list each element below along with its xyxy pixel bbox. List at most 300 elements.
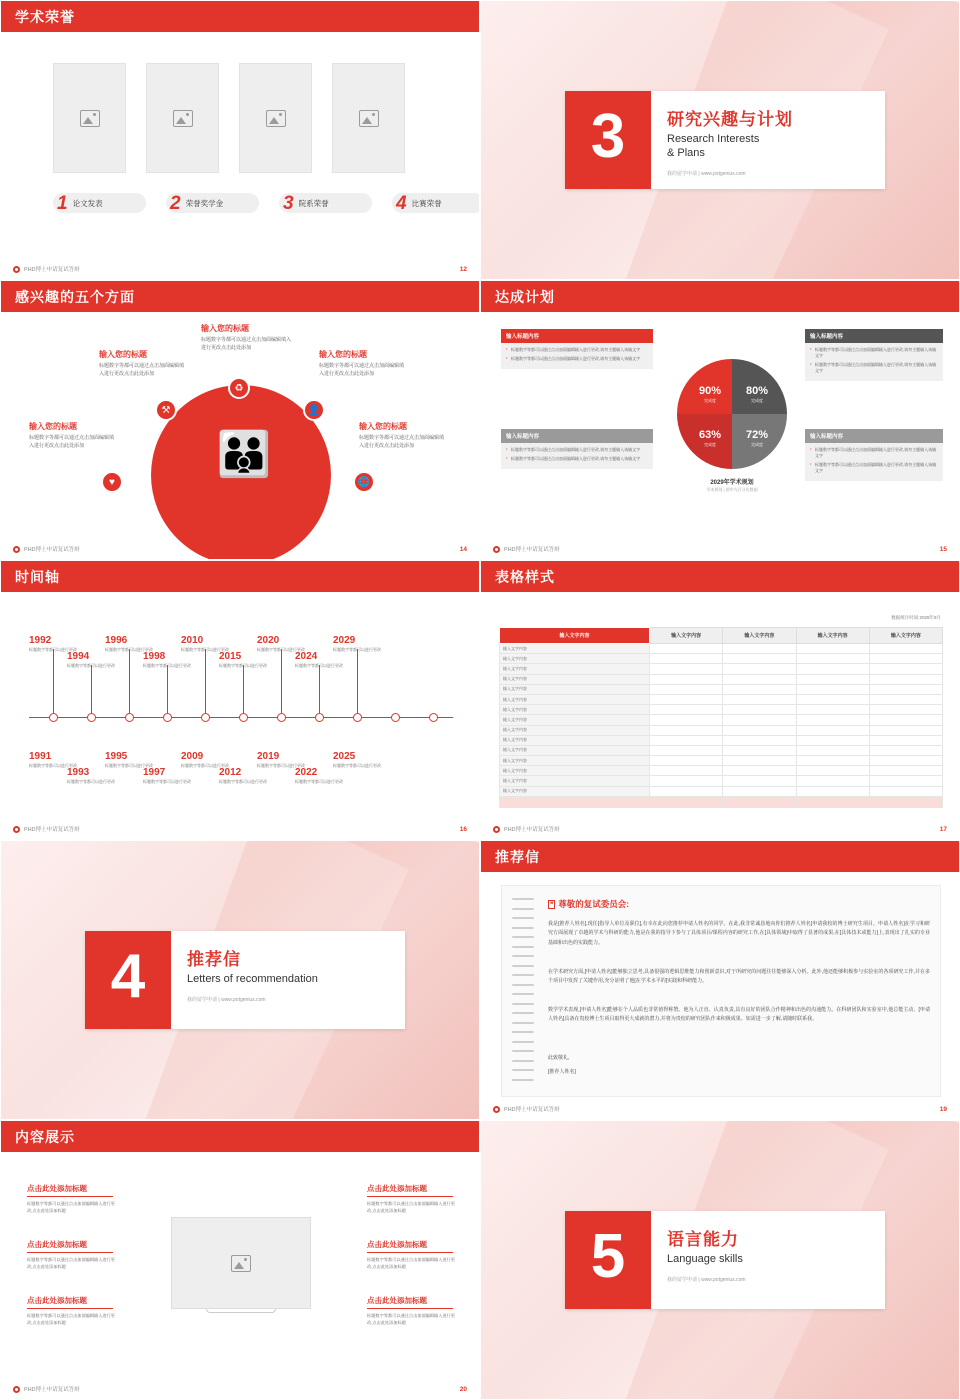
table-col-header: 输入文字内容 [796, 628, 869, 644]
content-block-body: 标题数字等都可以通过点击加面编辑输入进行更改,点击此处添加标题 [27, 1201, 115, 1214]
logo-icon [493, 826, 500, 833]
table-cell [796, 725, 869, 735]
table-cell [796, 644, 869, 654]
table-col-header: 输入文字内容 [869, 628, 942, 644]
table-cell: 输入文字内容 [500, 745, 650, 755]
table-cell [650, 745, 723, 755]
pie-title: 2029年学术规划 [710, 480, 754, 486]
table-cell: 输入文字内容 [500, 735, 650, 745]
slide-header [1, 1, 479, 32]
honor-number: 3 [283, 192, 294, 214]
slide-title: 感兴趣的五个方面 [15, 288, 135, 305]
timeline-year: 2022 [295, 767, 318, 778]
plan-box-line: • 标题数字等都可以通过点击加面编辑输入进行更改,请勿主题输入该输文字 [506, 456, 648, 462]
timeline-node[interactable] [315, 713, 324, 722]
slide-table-style [480, 560, 960, 840]
table-cell [723, 705, 796, 715]
section-text [651, 1211, 746, 1309]
honor-label: 论文发表 [72, 198, 103, 208]
section-title-cn: 语言能力 [667, 1230, 739, 1249]
table-row[interactable] [500, 654, 943, 664]
slide-title: 时间轴 [15, 568, 60, 585]
section-title-cn: 研究兴趣与计划 [667, 110, 793, 129]
table-cell [869, 796, 942, 807]
slide-header [481, 841, 959, 872]
table-cell [869, 776, 942, 786]
honor-number: 1 [57, 192, 68, 214]
pie-caption: 完成度 [751, 398, 763, 403]
table-cell [869, 756, 942, 766]
plan-box-body [805, 443, 943, 481]
table-cell: 输入文字内容 [500, 776, 650, 786]
timeline-node[interactable] [49, 713, 58, 722]
footer-text: PHD博士申请复试答辩 [24, 267, 80, 273]
table-cell: 输入文字内容 [500, 786, 650, 796]
timeline-year: 2025 [333, 751, 356, 762]
table-cell: 输入文字内容 [500, 715, 650, 725]
timeline-node[interactable] [429, 713, 438, 722]
pie-label [690, 385, 730, 404]
table-cell [650, 725, 723, 735]
table-cell [796, 796, 869, 807]
timeline-year: 2010 [181, 635, 204, 646]
letter-paragraph: 我是[推荐人姓名],现任[指导人单位及职位],有幸在此向您推荐申请人姓名的同学。在此,我非常诚恳地向你们推荐人姓名]申请我校的博士研究生项目。申请人姓名]在学习和研究方面展现了卓越的学术与科研的能力,他是在我的指导下参与了具体项目/课程内容的研究工作,在[具体领域]中取得了显著的成果,在[具体技术或能力]上,表现出了扎实的专业基础和出色的实践能力。 [548, 921, 930, 946]
timeline-desc: 标题数字等都可以进行更改 [295, 779, 343, 784]
table-cell [650, 664, 723, 674]
table-row[interactable] [500, 766, 943, 776]
photo-placeholder[interactable] [332, 63, 405, 173]
timeline-year: 1991 [29, 751, 52, 762]
table-row[interactable] [500, 644, 943, 654]
table-cell [869, 745, 942, 755]
timeline-node[interactable] [239, 713, 248, 722]
slide-recommendation-letter [480, 840, 960, 1120]
timeline-year: 2019 [257, 751, 280, 762]
section-title-en [187, 973, 318, 987]
timeline-node[interactable] [125, 713, 134, 722]
content-block-body: 标题数字等都可以通过点击加面编辑输入进行更改,点击此处添加标题 [367, 1313, 455, 1326]
table-header-row [500, 628, 943, 644]
table-cell [796, 664, 869, 674]
timeline-desc: 标题数字等都可以进行更改 [181, 647, 229, 652]
table-cell: 输入文字内容 [500, 766, 650, 776]
timeline-year: 1994 [67, 651, 90, 662]
table-cell [869, 664, 942, 674]
plan-box-body [501, 443, 653, 469]
table-row[interactable] [500, 705, 943, 715]
tools-icon[interactable]: ⚒ [155, 399, 177, 421]
table-cell [650, 735, 723, 745]
timeline-node[interactable] [391, 713, 400, 722]
plan-box-title: 输入标题内容 [805, 429, 943, 443]
recycle-icon[interactable]: ♻ [228, 377, 250, 399]
section-card [565, 1211, 885, 1309]
content-block-title: 点击此处添加标题 [367, 1183, 453, 1197]
logo-icon [13, 266, 20, 273]
plan-box [501, 429, 653, 469]
table-cell [723, 776, 796, 786]
table-cell: 输入文字内容 [500, 756, 650, 766]
table-cell: 输入文字内容 [500, 674, 650, 684]
table-cell [723, 766, 796, 776]
table-row[interactable] [500, 715, 943, 725]
section-subtitle: 我的留学申请 | www.potgenius.com [187, 996, 266, 1003]
slide-title: 推荐信 [495, 848, 540, 865]
honor-item[interactable] [166, 193, 259, 213]
timeline-year: 1998 [143, 651, 166, 662]
timeline-desc: 标题数字等都可以进行更改 [143, 779, 191, 784]
table-cell: 输入文字内容 [500, 705, 650, 715]
heart-icon[interactable]: ♥ [101, 471, 123, 493]
slide-header [481, 281, 959, 312]
table-row[interactable] [500, 796, 943, 807]
timeline-year: 1992 [29, 635, 52, 646]
table-row[interactable] [500, 735, 943, 745]
table-cell [796, 756, 869, 766]
slide-header [1, 561, 479, 592]
content-block [367, 1295, 455, 1326]
plan-box-body [805, 343, 943, 381]
letter-signature: [推荐人姓名] [548, 1069, 576, 1075]
plan-box [805, 329, 943, 381]
pie-caption: 完成度 [704, 398, 716, 403]
user-icon[interactable]: 👤 [303, 399, 325, 421]
slide-achievement-plan [480, 280, 960, 560]
pie-chart [677, 359, 787, 469]
table-cell [869, 786, 942, 796]
section-text [651, 91, 793, 189]
table-cell [650, 694, 723, 704]
timeline-desc: 标题数字等都可以进行更改 [67, 663, 115, 668]
table-cell: 输入文字内容 [500, 684, 650, 694]
timeline-desc: 标题数字等都可以进行更改 [333, 647, 381, 652]
honor-number: 2 [170, 192, 181, 214]
content-block-body: 标题数字等都可以通过点击加面编辑输入进行更改,点击此处添加标题 [27, 1257, 115, 1270]
table-cell [723, 756, 796, 766]
timeline-desc: 标题数字等都可以进行更改 [219, 663, 267, 668]
honor-label: 比赛荣誉 [411, 198, 442, 208]
logo-icon [13, 826, 20, 833]
table-row[interactable] [500, 664, 943, 674]
timeline-desc: 标题数字等都可以进行更改 [295, 663, 343, 668]
plan-box-title: 输入标题内容 [805, 329, 943, 343]
section-number: 5 [565, 1211, 651, 1309]
plan-box-line: • 标题数字等都可以通过点击加面编辑输入进行更改,请勿主题输入该输文字 [506, 356, 648, 362]
slide-header [1, 1121, 479, 1152]
section-title-en-line1: Research Interests [667, 133, 760, 145]
table-cell: 输入文字内容 [500, 694, 650, 704]
table-row[interactable] [500, 745, 943, 755]
table-cell [650, 644, 723, 654]
table-cell [869, 705, 942, 715]
section-card [85, 931, 405, 1029]
footer-text: PHD博士申请复试答辩 [504, 1107, 560, 1113]
image-icon [173, 110, 193, 127]
page-number: 20 [459, 1386, 467, 1393]
table-row[interactable] [500, 684, 943, 694]
plan-box-line: • 标题数字等都可以通过点击加面编辑输入进行更改,请勿主题输入该输文字 [810, 462, 938, 474]
content-block [367, 1239, 455, 1270]
plan-box-line: • 标题数字等都可以通过点击加面编辑输入进行更改,请勿主题输入该输文字 [810, 362, 938, 374]
timeline-year: 2024 [295, 651, 318, 662]
slide-footer [13, 825, 80, 833]
image-icon [359, 110, 379, 127]
table-cell [869, 694, 942, 704]
footer-text: PHD博士申请复试答辩 [504, 547, 560, 553]
table-cell [796, 766, 869, 776]
table-body [500, 644, 943, 808]
photo-placeholder[interactable] [53, 63, 126, 173]
slide-footer [13, 1385, 80, 1393]
data-table [499, 627, 943, 808]
slide-content-display [0, 1120, 480, 1400]
section-title-cn: 推荐信 [187, 950, 241, 969]
table-cell [723, 654, 796, 664]
table-row[interactable] [500, 776, 943, 786]
letter-paragraph: 在学术研究方面,[申请人姓名]能够独立思考,具备很强的逻辑思维能力和创新意识,对于所研究的问题往往能够深入分析。此外,他还能够积极参与实验室的各项研究工作,并在多个项目中发挥了关键作用,充分证明了他[在学术水平的]实践和科研能力。 [548, 969, 930, 985]
letter-closing: 此致敬礼, [548, 1055, 570, 1061]
table-cell [500, 796, 650, 807]
table-cell [723, 644, 796, 654]
timeline-year: 1996 [105, 635, 128, 646]
table-cell [650, 705, 723, 715]
timeline-year: 2009 [181, 751, 204, 762]
table-cell [723, 725, 796, 735]
content-block-body: 标题数字等都可以通过点击加面编辑输入进行更改,点击此处添加标题 [367, 1257, 455, 1270]
slide-title: 内容展示 [15, 1128, 75, 1145]
content-block [367, 1183, 455, 1214]
table-cell [723, 684, 796, 694]
table-cell [650, 654, 723, 664]
table-cell [723, 674, 796, 684]
section-text [171, 931, 318, 1029]
honor-number: 4 [396, 192, 407, 214]
plan-box-body [501, 343, 653, 369]
table-cell [796, 674, 869, 684]
table-cell [650, 766, 723, 776]
timeline-year: 2020 [257, 635, 280, 646]
timeline-year: 1997 [143, 767, 166, 778]
node-body-upper-left: 标题数字等都可以通过点击加面编辑填入进行更改点击此处添加 [99, 363, 185, 377]
pie-label [690, 429, 730, 448]
table-row[interactable] [500, 674, 943, 684]
table-cell [723, 786, 796, 796]
honor-label-row [53, 193, 480, 213]
table-cell [723, 745, 796, 755]
table-cell [650, 756, 723, 766]
slide-section-recommendation [0, 840, 480, 1120]
table-cell [723, 715, 796, 725]
plan-box [805, 429, 943, 481]
monitor-placeholder[interactable] [171, 1217, 311, 1309]
slide-title: 达成计划 [495, 288, 555, 305]
slide-five-interests [0, 280, 480, 560]
table-row[interactable] [500, 694, 943, 704]
table-cell [650, 776, 723, 786]
table-cell [723, 796, 796, 807]
node-body-lower-left: 标题数字等都可以通过点击加面编辑填入进行更改点击此处添加 [29, 435, 115, 449]
pie-label [737, 429, 777, 448]
honor-item[interactable] [392, 193, 480, 213]
timeline-desc: 标题数字等都可以进行更改 [257, 647, 305, 652]
table-cell [869, 725, 942, 735]
footer-text: PHD博士申请复试答辩 [24, 1387, 80, 1393]
pie-value: 80% [745, 385, 769, 397]
table-cell [723, 694, 796, 704]
honor-label: 院系荣誉 [298, 198, 329, 208]
page-number: 19 [939, 1106, 947, 1113]
table-cell [796, 745, 869, 755]
slide-footer [13, 265, 80, 273]
table-cell [869, 715, 942, 725]
globe-icon[interactable]: 🌐 [353, 471, 375, 493]
table-cell [796, 715, 869, 725]
footer-text: PHD博士申请复试答辩 [24, 547, 80, 553]
timeline-desc: 标题数字等都可以进行更改 [29, 647, 77, 652]
table-cell: 输入文字内容 [500, 664, 650, 674]
content-block-title: 点击此处添加标题 [27, 1239, 113, 1253]
slide-footer [493, 545, 560, 553]
table-cell [796, 684, 869, 694]
honor-label: 荣誉奖学金 [185, 198, 224, 208]
table-cell [650, 715, 723, 725]
table-cell [796, 694, 869, 704]
section-subtitle: 我的留学申请 | www.potgenius.com [667, 1276, 746, 1283]
letter-salutation-text: 尊敬的复试委员会: [558, 899, 630, 909]
section-title-en-line2: & Plans [667, 146, 705, 159]
timeline-node[interactable] [353, 713, 362, 722]
plan-box-line: • 标题数字等都可以通过点击加面编辑输入进行更改,请勿主题输入该输文字 [810, 347, 938, 359]
letter-sheet [501, 885, 941, 1097]
timeline-desc: 标题数字等都可以进行更改 [29, 763, 77, 768]
table-col-header: 输入文字内容 [650, 628, 723, 644]
table-cell [650, 786, 723, 796]
plan-box-line: • 标题数字等都可以通过点击加面编辑输入进行更改,请勿主题输入该输文字 [810, 447, 938, 459]
table-cell: 输入文字内容 [500, 654, 650, 664]
logo-icon [13, 546, 20, 553]
table-col-header: 输入文字内容 [723, 628, 796, 644]
image-icon [231, 1255, 251, 1272]
timeline-year: 1993 [67, 767, 90, 778]
node-body-top: 标题数字等都可以通过点击加面编辑填入进行更改点击此处添加 [201, 337, 292, 351]
slide-academic-honors [0, 0, 480, 280]
table-cell: 输入文字内容 [500, 725, 650, 735]
photo-placeholder[interactable] [239, 63, 312, 173]
node-body-upper-right: 标题数字等都可以通过点击加面编辑填入进行更改点击此处添加 [319, 363, 405, 377]
section-title-en [667, 1253, 746, 1267]
table-cell [650, 796, 723, 807]
node-title-lower-right: 输入您的标题 [359, 422, 407, 431]
section-number: 4 [85, 931, 171, 1029]
timeline-desc: 标题数字等都可以进行更改 [181, 763, 229, 768]
pie-value: 90% [698, 385, 722, 397]
timeline-year: 2015 [219, 651, 242, 662]
timeline-node[interactable] [277, 713, 286, 722]
table-cell [650, 674, 723, 684]
content-block-title: 点击此处添加标题 [27, 1295, 113, 1309]
slide-footer [13, 545, 80, 553]
section-card [565, 91, 885, 189]
letter-paragraph: 数学学术表现,[申请人姓名]能够在个人品质也非常值得称赞。他为人正直、认真负责,具有良好的团队合作精神和出色的沟通能力。在科研团队和实验室中,他总能主动、[申请人姓名]具备在贵校博士生项目取得更大成就的潜力,并将为贵校的研究团队作来积极成果。如需进一步了解,请随时联系我。 [548, 1007, 930, 1023]
content-block [27, 1295, 115, 1326]
table-cell [796, 776, 869, 786]
page-number: 16 [459, 826, 467, 833]
plan-box-line: • 标题数字等都可以通过点击加面编辑输入进行更改,请勿主题输入该输文字 [506, 447, 648, 453]
table-cell [869, 644, 942, 654]
node-title-upper-right: 输入您的标题 [319, 350, 367, 359]
section-title-en-line1: Language skills [667, 1253, 743, 1265]
image-icon [80, 110, 100, 127]
table-cell [869, 766, 942, 776]
timeline-node[interactable] [87, 713, 96, 722]
node-title-upper-left: 输入您的标题 [99, 350, 147, 359]
table-row[interactable] [500, 725, 943, 735]
content-block-body: 标题数字等都可以通过点击加面编辑输入进行更改,点击此处添加标题 [367, 1201, 455, 1214]
logo-icon [13, 1386, 20, 1393]
timeline-desc: 标题数字等都可以进行更改 [143, 663, 191, 668]
node-title-top: 输入您的标题 [201, 324, 249, 333]
timeline-node[interactable] [163, 713, 172, 722]
page-number: 14 [459, 546, 467, 553]
table-cell [796, 705, 869, 715]
timeline-desc: 标题数字等都可以进行更改 [219, 779, 267, 784]
slide-footer [493, 825, 560, 833]
section-subtitle: 我的留学申请 | www.potgenius.com [667, 170, 746, 177]
pie-caption: 完成度 [751, 442, 763, 447]
footer-text: PHD博士申请复试答辩 [504, 827, 560, 833]
pie-subtitle: 学术规划 | 图中为百分比数据 [706, 487, 758, 492]
table-cell: 输入文字内容 [500, 644, 650, 654]
slide-title: 学术荣誉 [15, 8, 75, 25]
table-cell [796, 654, 869, 664]
node-title-lower-left: 输入您的标题 [29, 422, 77, 431]
plan-box-title: 输入标题内容 [501, 329, 653, 343]
content-block-title: 点击此处添加标题 [367, 1295, 453, 1309]
logo-icon [493, 1106, 500, 1113]
honor-item[interactable] [279, 193, 372, 213]
table-note: 数据统计时间:2029年9月 [891, 615, 941, 620]
pie-label [737, 385, 777, 404]
slide-title: 表格样式 [495, 568, 555, 585]
content-block [27, 1239, 115, 1270]
quote-icon: ❝ [550, 902, 554, 909]
content-block-body: 标题数字等都可以通过点击加面编辑输入进行更改,点击此处添加标题 [27, 1313, 115, 1326]
table-cell [723, 735, 796, 745]
section-title-en [667, 133, 793, 161]
image-icon [266, 110, 286, 127]
section-number: 3 [565, 91, 651, 189]
table-row[interactable] [500, 756, 943, 766]
slide-header [481, 561, 959, 592]
page-number: 17 [939, 826, 947, 833]
slide-header [1, 281, 479, 312]
slide-section-language [480, 1120, 960, 1400]
timeline-node[interactable] [201, 713, 210, 722]
table-cell [869, 735, 942, 745]
timeline-desc: 标题数字等都可以进行更改 [333, 763, 381, 768]
table-cell [796, 735, 869, 745]
photo-placeholder[interactable] [146, 63, 219, 173]
table-row[interactable] [500, 786, 943, 796]
honor-item[interactable] [53, 193, 146, 213]
pie-caption: 完成度 [704, 442, 716, 447]
table-cell [869, 684, 942, 694]
slide-timeline [0, 560, 480, 840]
table-cell [869, 654, 942, 664]
spiral-binding-icon [512, 898, 536, 1086]
footer-text: PHD博士申请复试答辩 [24, 827, 80, 833]
slide-footer [493, 1105, 560, 1113]
